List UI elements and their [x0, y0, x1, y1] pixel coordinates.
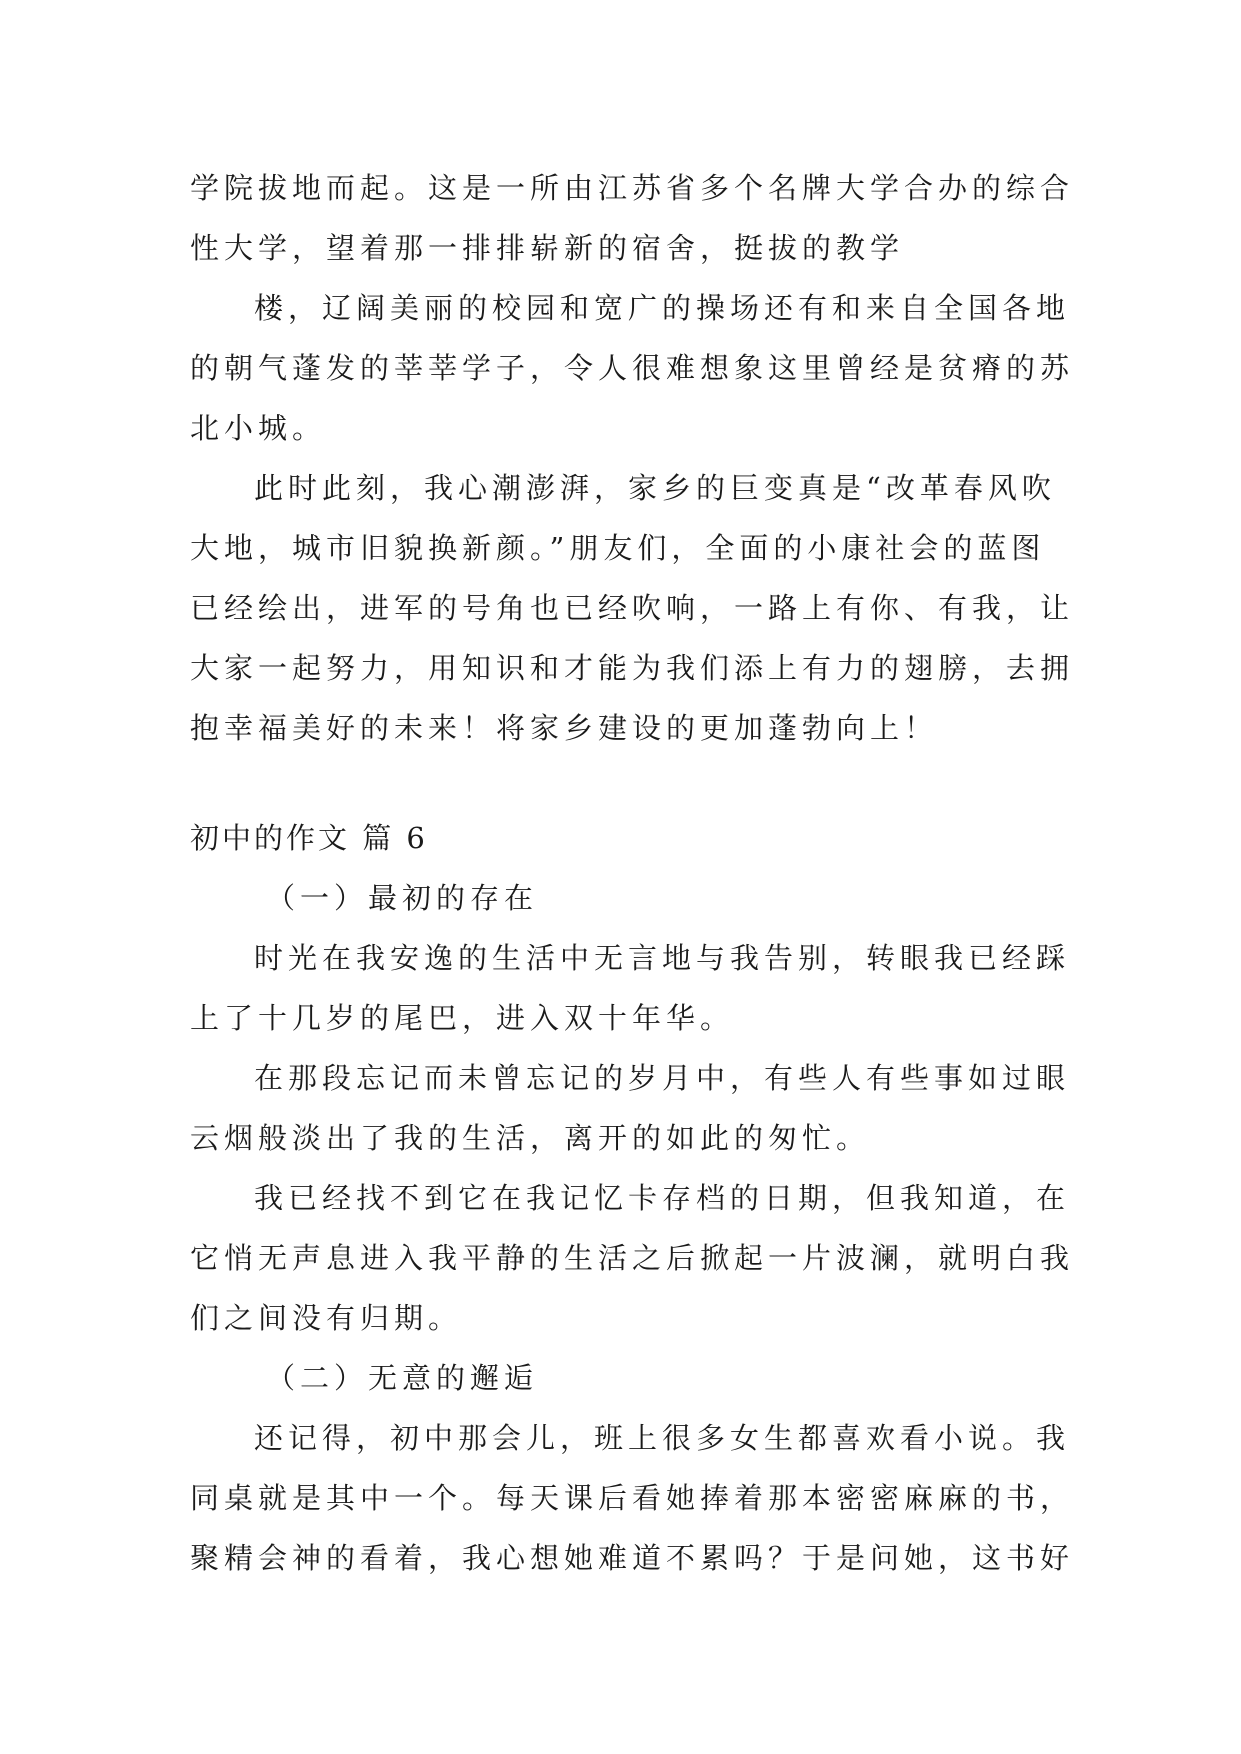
text-line: 大地，城市旧貌换新颜。”朋友们，全面的小康社会的蓝图 [190, 531, 1046, 565]
text-line: 们之间没有归期。 [190, 1301, 463, 1335]
text-line: 的朝气蓬发的莘莘学子，令人很难想象这里曾经是贫瘠的苏 [190, 351, 1075, 385]
section-title: （一）最初的存在 [266, 881, 539, 915]
paragraph-1 [190, 158, 1075, 278]
text-line: 性大学，望着那一排排崭新的宿舍，挺拔的教学 [190, 231, 905, 265]
text-line: 时光在我安逸的生活中无言地与我告别，转眼我已经踩 [254, 941, 1071, 975]
text-line: 学院拔地而起。这是一所由江苏省多个名牌大学合办的综合 [190, 171, 1075, 205]
text-line: 北小城。 [190, 411, 327, 445]
paragraph-2 [190, 278, 1075, 458]
text-line: 我已经找不到它在我记忆卡存档的日期，但我知道，在 [254, 1181, 1071, 1215]
document-page [190, 158, 1075, 1588]
paragraph-4 [190, 928, 1070, 1048]
text-line: 在那段忘记而未曾忘记的岁月中，有些人有些事如过眼 [254, 1061, 1071, 1095]
text-line: 楼，辽阔美丽的校园和宽广的操场还有和来自全国各地 [254, 291, 1071, 325]
text-line: 此时此刻，我心潮澎湃，家乡的巨变真是“改革春风吹 [254, 471, 1056, 505]
paragraph-7 [190, 1408, 1075, 1588]
text-line: 已经绘出，进军的号角也已经吹响，一路上有你、有我，让 [190, 591, 1075, 625]
text-line: 聚精会神的看着，我心想她难道不累吗？于是问她，这书好 [190, 1541, 1075, 1575]
text-line: 大家一起努力，用知识和才能为我们添上有力的翅膀，去拥 [190, 651, 1075, 685]
text-line: 还记得，初中那会儿，班上很多女生都喜欢看小说。我 [254, 1421, 1071, 1455]
paragraph-5 [190, 1048, 1070, 1168]
text-line: 云烟般淡出了我的生活，离开的如此的匆忙。 [190, 1121, 871, 1155]
text-line: 它悄无声息进入我平静的生活之后掀起一片波澜，就明白我 [190, 1241, 1075, 1275]
text-line: 抱幸福美好的未来！将家乡建设的更加蓬勃向上！ [190, 711, 939, 745]
essay-heading: 初中的作文 篇 6 [190, 821, 428, 855]
section-gap [190, 758, 1070, 808]
text-line: 同桌就是其中一个。每天课后看她捧着那本密密麻麻的书， [190, 1481, 1075, 1515]
text-line: 上了十几岁的尾巴，进入双十年华。 [190, 1001, 735, 1035]
section-title: （二）无意的邂逅 [266, 1361, 539, 1395]
paragraph-3 [190, 458, 1075, 758]
paragraph-6 [190, 1168, 1075, 1348]
